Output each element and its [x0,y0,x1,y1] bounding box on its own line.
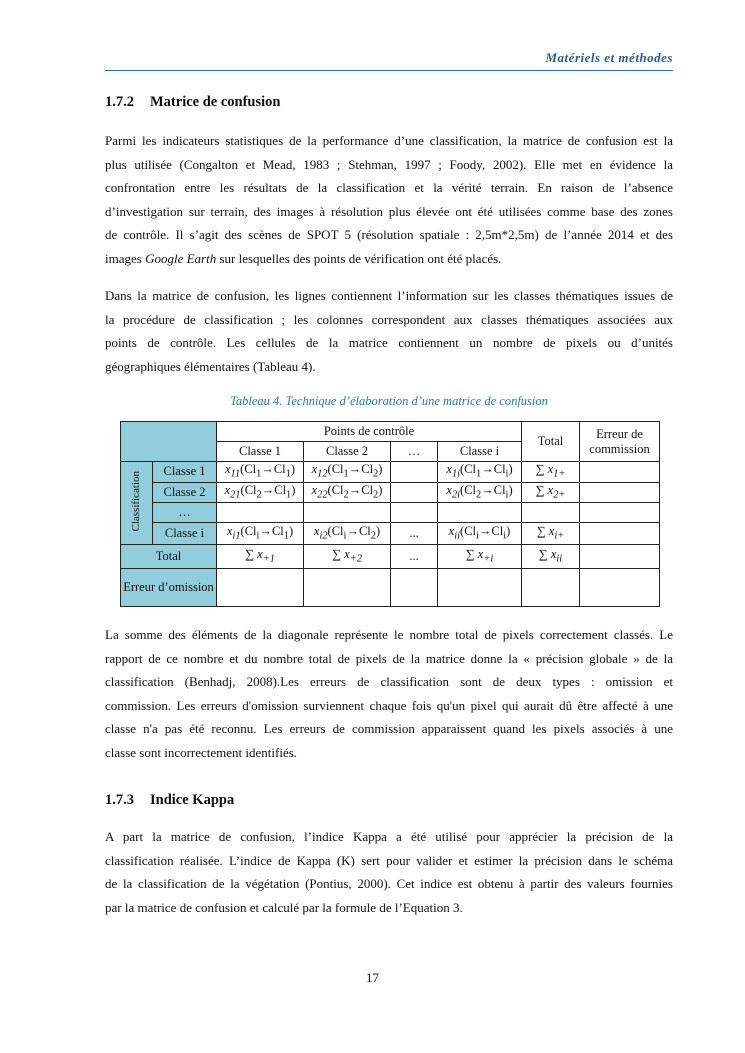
text-line: commission. Les erreurs d'omission surviennent chaque fois qu'un pixel qui aurait dû être affecté à une [105,697,673,713]
commission-cell [580,545,660,569]
col-header: Classe 1 [217,442,304,462]
total-row-label: Total [121,545,217,569]
matrix-cell: $x_{i1}(Cl_i\to Cl_1)$ [217,523,304,545]
text-line: A part la matrice de confusion, l’indice Kappa a été utilisé pour apprécier la précision de la [105,829,673,844]
commission-cell [580,462,660,483]
section-title: Matrice de confusion [150,94,281,110]
google-earth-italic: Google Earth [145,250,217,266]
text-line: classification réalisée. L’indice de Kappa (K) sert pour valider et estimer la précision dans le schéma [105,852,673,868]
paragraph-4 [105,825,673,919]
omission-cell [391,569,438,607]
section-heading-1-7-3 [105,792,234,809]
corner-cell [121,422,217,462]
col-header: Classe i [438,442,522,462]
text-line: classification (Benhadj, 2008).Les erreurs de classification sont de deux types : omission et [105,674,673,689]
text-line: la procédure de classification ; les colonnes correspondent aux classes thématiques associées aux [105,311,673,327]
omission-row-label: Erreur d’omission [121,569,217,607]
matrix-cell: $x_{2i}(Cl_2\to Cl_i)$ [438,482,522,503]
text-span: sur lesquelles des points de vérification ont été placés. [216,250,502,266]
text-line: classe sont incorrectement identifiés. [105,744,298,760]
matrix-cell: $x_{22}(Cl_2\to Cl_2)$ [304,482,391,503]
text-line: Parmi les indicateurs statistiques de la performance d’une classification, la matrice de confusion est la [105,133,673,148]
row-label: Classe 2 [153,482,217,503]
commission-cell [580,482,660,503]
total-column-header: Total [522,422,580,462]
text-line: de contrôle. Il s’agit des scènes de SPOT 5 (résolution spatiale : 2,5m*2,5m) de l’année 2014 et des [105,227,673,242]
row-label: Classe 1 [153,462,217,483]
matrix-cell: $x_{12}(Cl_1\to Cl_2)$ [304,462,391,483]
row-total-cell [522,503,580,523]
text-line: points de contrôle. Les cellules de la matrice contiennent un nombre de pixels ou d’unités [105,335,673,350]
text-line [105,247,673,271]
matrix-cell [391,462,438,483]
row-total-cell: ∑ $x_{1+}$ [522,462,580,483]
column-total-cell: ... [391,545,438,569]
matrix-cell [438,503,522,523]
matrix-cell [304,503,391,523]
text-line: La somme des éléments de la diagonale représente le nombre total de pixels correctement classés. Le [105,627,673,642]
text-line: par la matrice de confusion et calculé par la formule de l’Equation 3. [105,899,463,915]
text-line: rapport de ce nombre et du nombre total de pixels de la matrice donne la « précision globale » de la [105,650,673,666]
omission-cell [304,569,391,607]
text-line: confrontation entre les résultats de la classification et la vérité terrain. En raison de l’absence [105,180,673,195]
paragraph-1 [105,129,673,270]
omission-cell [522,569,580,607]
row-total-cell: ∑ $x_{i+}$ [522,523,580,545]
column-total-cell: ∑ $x_{+1}$ [217,545,304,569]
section-number: 1.7.3 [105,792,134,808]
matrix-cell: $x_{11}(Cl_1\to Cl_1)$ [217,462,304,483]
table-caption: Tableau 4. Technique d’élaboration d’une matrice de confusion [230,394,548,408]
omission-cell [580,569,660,607]
row-label: … [153,503,217,523]
matrix-cell: $x_{21}(Cl_2\to Cl_1)$ [217,482,304,503]
matrix-cell: $x_{1i}(Cl_1\to Cl_i)$ [438,462,522,483]
header-rule [105,70,673,71]
text-span: images [105,250,146,266]
text-line: classe n'a pas été reconnu. Les erreurs de commission apparaissent quand les pixels associés à une [105,721,673,736]
column-total-cell: ∑ $x_{+i}$ [438,545,522,569]
page-number: 17 [366,970,379,985]
text-line: géographiques élémentaires (Tableau 4). [105,358,316,374]
commission-cell [580,503,660,523]
matrix-cell: $x_{ii}(Cl_i\to Cl_i)$ [438,523,522,545]
section-title: Indice Kappa [150,792,235,808]
commission-header: Erreur de commission [580,422,660,462]
running-header: Matériels et méthodes [545,50,673,65]
matrix-cell: $x_{i2}(Cl_i\to Cl_2)$ [304,523,391,545]
col-header: … [391,442,438,462]
matrix-cell [391,503,438,523]
paragraph-2 [105,284,673,378]
grand-total-cell: ∑ $x_{ii}$ [522,545,580,569]
column-total-cell: ∑ $x_{+2}$ [304,545,391,569]
points-controle-header: Points de contrôle [217,422,522,442]
classification-label: Classification [130,470,142,532]
omission-cell [217,569,304,607]
section-heading-1-7-2 [105,94,280,111]
text-line: plus utilisée (Congalton et Mead, 1983 ; Stehman, 1997 ; Foody, 2002). Elle met en évidence la [105,156,673,172]
classification-group-cell [121,462,153,545]
paragraph-3 [105,623,673,764]
matrix-cell [391,482,438,503]
confusion-matrix-table [120,421,660,607]
row-total-cell: ∑ $x_{2+}$ [522,482,580,503]
text-line: d’investigation sur terrain, des images à résolution plus élevée ont été utilisées comme base des zones [105,203,673,219]
matrix-cell: ... [391,523,438,545]
commission-cell [580,523,660,545]
text-line: de la classification de la végétation (Pontius, 2000). Cet indice est obtenu à partir des valeurs fournies [105,876,673,891]
matrix-cell [217,503,304,523]
col-header: Classe 2 [304,442,391,462]
omission-cell [438,569,522,607]
text-line: Dans la matrice de confusion, les lignes contiennent l’information sur les classes thématiques issues de [105,288,673,303]
row-label: Classe i [153,523,217,545]
section-number: 1.7.2 [105,94,134,110]
